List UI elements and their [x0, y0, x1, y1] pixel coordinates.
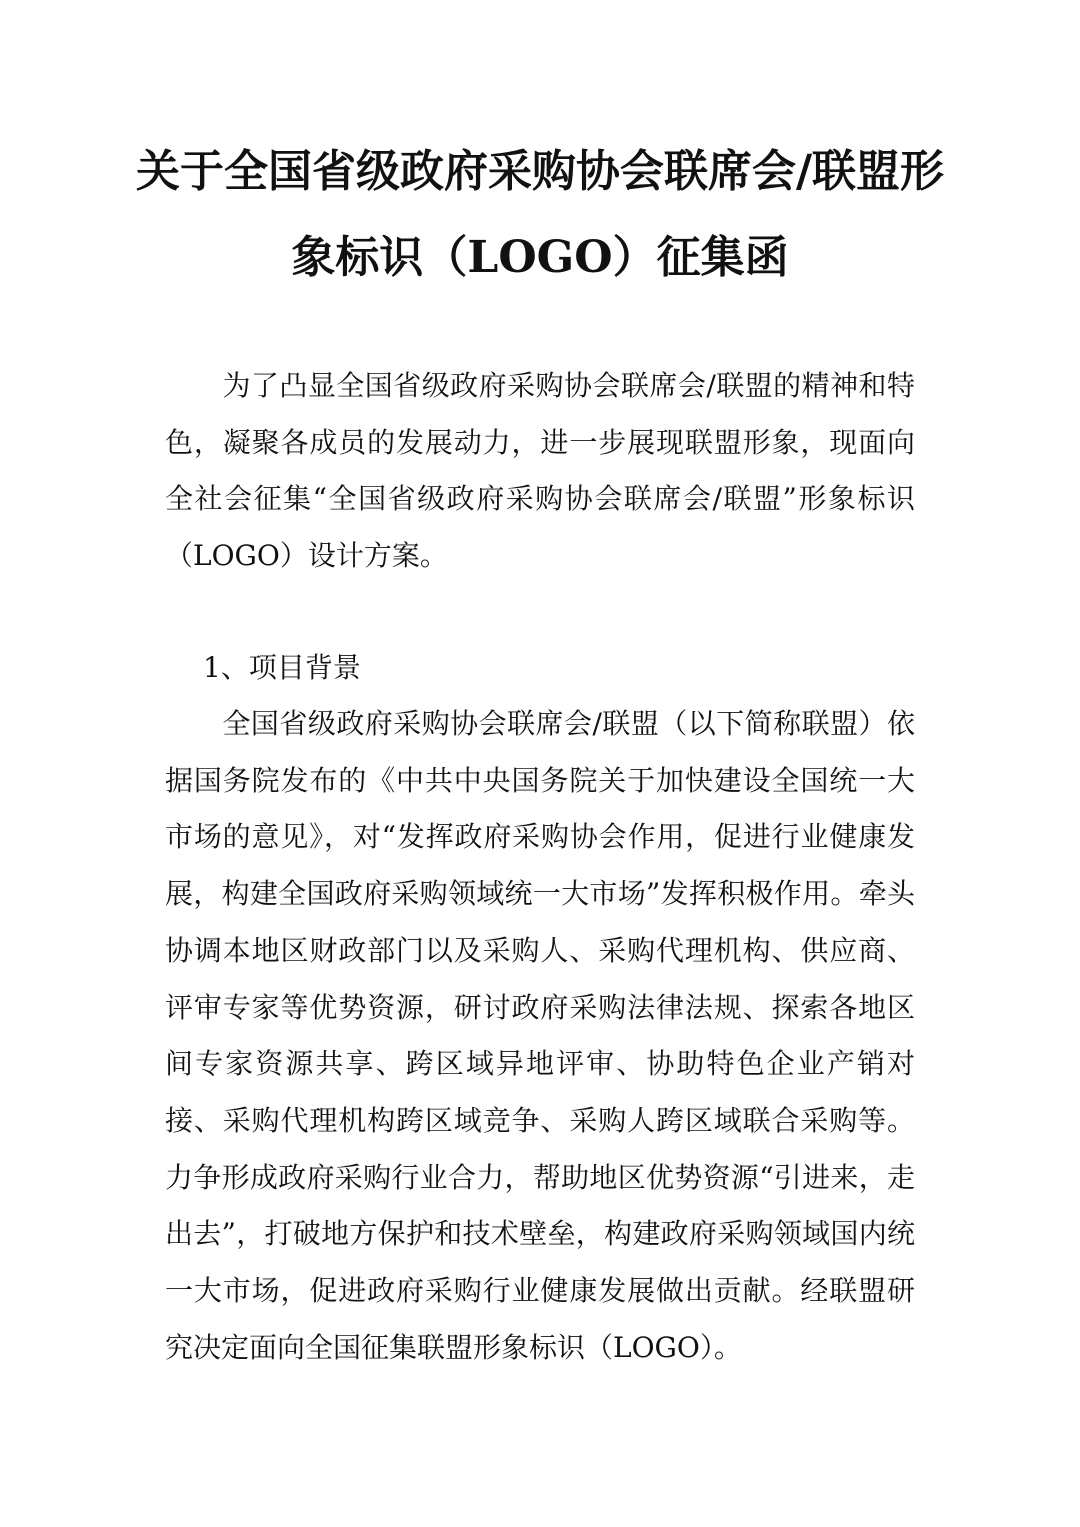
document-title-line-2: 象标识（LOGO）征集函 — [291, 232, 789, 283]
background-text: 全国省级政府采购协会联席会/联盟（以下简称联盟）依据国务院发布的《中共中央国务院关于加快建设全国统一大市场的意见》，对“发挥政府采购协会作用，促进行业健康发展，构建全国政府采购领域统一大市场”发挥积极作用。牵头协调本地区财政部门以及采购人、采购代理机构、供应商、评审专家等优势资源，研讨政府采购法律法规、探索各地区间专家资源共享、跨区域异地评审、协助特色企业产销对接、采购代理机构跨区域竞争、采购人跨区域联合采购等。力争形成政府采购行业合力，帮助地区优势资源“引进来，走出去”，打破地方保护和技术壁垒，构建政府采购领域国内统一大市场，促进政府采购行业健康发展做出贡献。经联盟研究决定面向全国征集联盟形象标识（LOGO）。 — [165, 707, 915, 1364]
intro-text: 为了凸显全国省级政府采购协会联席会/联盟的精神和特色，凝聚各成员的发展动力，进一步展现联盟形象，现面向全社会征集“全国省级政府采购协会联席会/联盟”形象标识（LOGO）设计方案。 — [165, 369, 915, 573]
background-paragraph — [165, 696, 915, 1376]
intro-paragraph — [165, 358, 915, 585]
document-title-line-1: 关于全国省级政府采购协会联席会/联盟形 — [135, 146, 945, 197]
section-heading-background: 1、项目背景 — [203, 651, 361, 684]
